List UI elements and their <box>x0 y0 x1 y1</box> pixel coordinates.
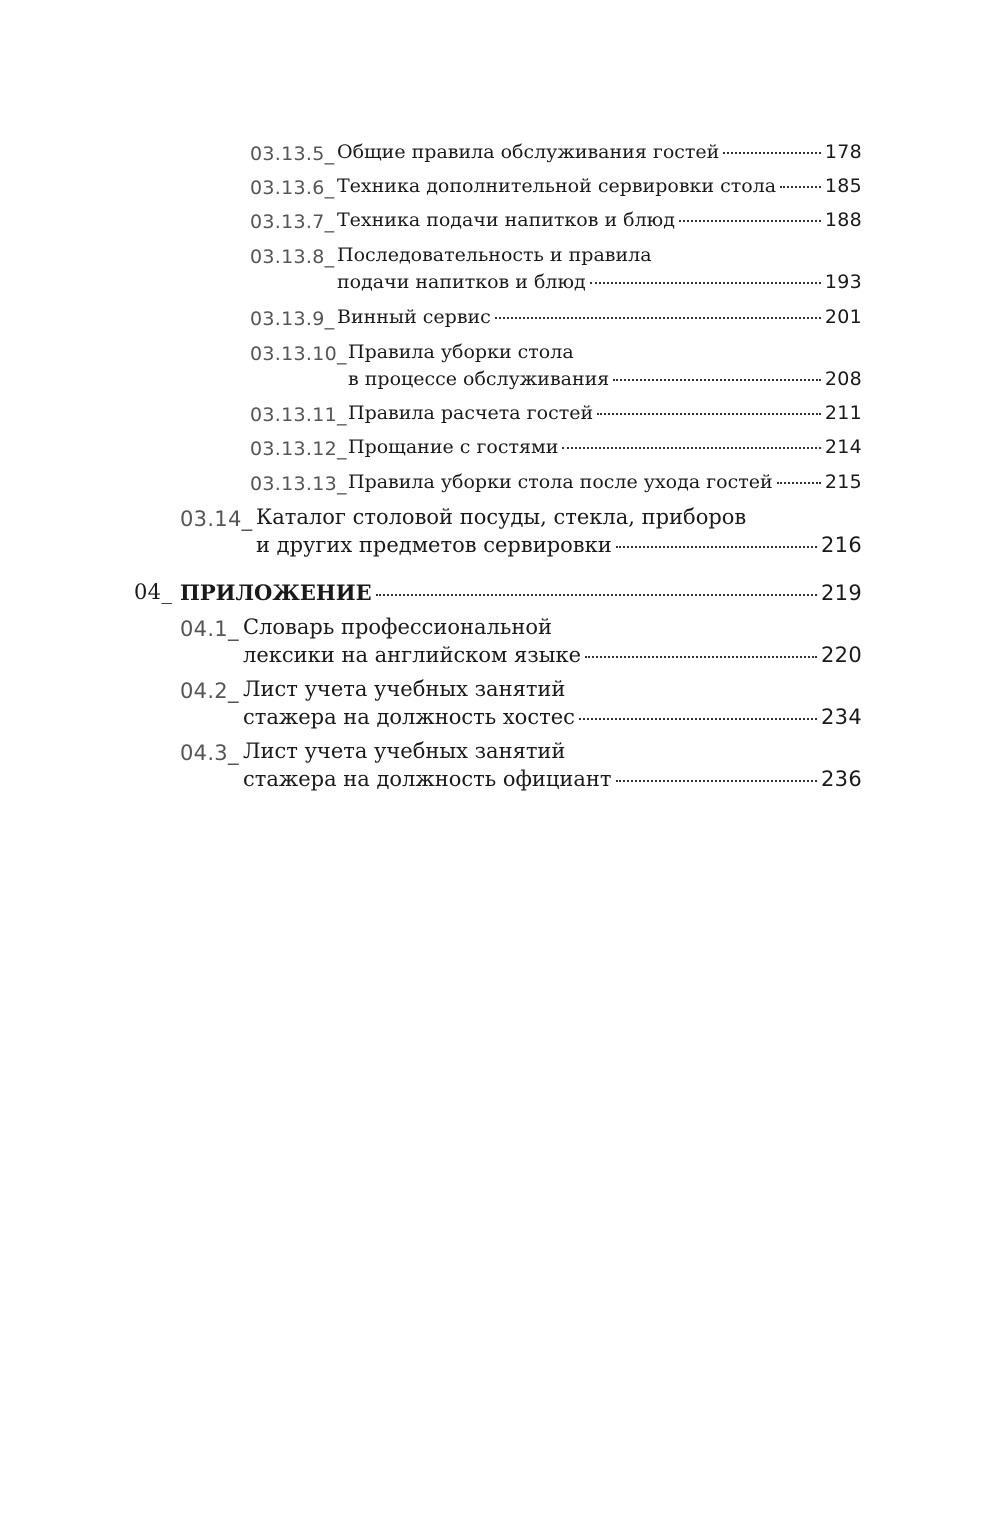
toc-entry-title: Правила уборки стола после ухода гостей <box>348 471 773 493</box>
dot-leader <box>376 594 817 596</box>
toc-entry-title: Лист учета учебных занятий <box>243 677 566 701</box>
dot-leader <box>495 317 821 319</box>
dot-leader <box>597 413 821 415</box>
toc-entry-page: 214 <box>824 436 862 458</box>
toc-entry-line <box>337 141 862 163</box>
toc-entry-title: Каталог столовой посуды, стекла, приборов <box>256 505 747 529</box>
toc-entry-title: Лист учета учебных занятий <box>243 739 566 763</box>
toc-entry-title-cont: лексики на английском языке <box>243 643 581 667</box>
toc-entry-line <box>243 705 862 729</box>
toc-entry-page: 234 <box>821 705 862 729</box>
dot-leader <box>616 780 817 782</box>
toc-entry-number: 03.13.6_ <box>250 177 335 199</box>
toc-entry-number: 03.13.11_ <box>250 404 347 426</box>
toc-entry-page: 236 <box>821 767 862 791</box>
toc-entry-title-cont: стажера на должность хостес <box>243 705 575 729</box>
toc-entry-number: 04.1_ <box>180 617 239 641</box>
toc-entry-page: 219 <box>821 581 862 605</box>
toc-entry-number: 03.13.7_ <box>250 211 335 233</box>
toc-entry-page: 215 <box>824 471 862 493</box>
toc-entry-line <box>348 402 862 424</box>
toc-entry-page: 193 <box>824 271 862 293</box>
toc-entry-line <box>337 175 862 197</box>
toc-entry-number: 04_ <box>134 580 173 604</box>
toc-entry-title: Правила уборки стола <box>348 341 574 363</box>
toc-entry-title-cont: стажера на должность официант <box>243 767 612 791</box>
dot-leader <box>723 152 821 154</box>
toc-entry-line <box>348 368 862 390</box>
toc-entry-title: Техника дополнительной сервировки стола <box>337 175 777 197</box>
toc-entry-line <box>348 436 862 458</box>
toc-entry-line <box>337 271 862 293</box>
toc-entry-number: 03.13.9_ <box>250 308 335 330</box>
toc-entry-line <box>243 767 862 791</box>
toc-entry-title-cont: подачи напитков и блюд <box>337 271 586 293</box>
toc-entry-number: 03.14_ <box>180 507 253 531</box>
toc-entry-page: 185 <box>824 175 862 197</box>
toc-entry-number: 04.2_ <box>180 679 239 703</box>
dot-leader <box>780 186 821 188</box>
toc-entry-number: 03.13.8_ <box>250 246 335 268</box>
dot-leader <box>613 379 821 381</box>
toc-entry-title: Словарь профессиональной <box>243 615 552 639</box>
toc-entry-page: 208 <box>824 368 862 390</box>
toc-entry-title-cont: и других предметов сервировки <box>256 533 612 557</box>
toc-entry-line <box>337 306 862 328</box>
toc-entry-title: ПРИЛОЖЕНИЕ <box>180 580 372 605</box>
toc-entry-line <box>180 580 862 605</box>
toc-entry-line <box>256 533 862 557</box>
toc-entry-title-cont: в процессе обслуживания <box>348 368 610 390</box>
dot-leader <box>590 282 821 284</box>
toc-entry-page: 188 <box>824 209 862 231</box>
toc-entry-line <box>337 209 862 231</box>
dot-leader <box>585 656 817 658</box>
toc-entry-number: 03.13.10_ <box>250 343 347 365</box>
toc-entry-title: Общие правила обслуживания гостей <box>337 141 720 163</box>
toc-entry-title: Техника подачи напитков и блюд <box>337 209 675 231</box>
toc-entry-page: 178 <box>824 141 862 163</box>
dot-leader <box>562 447 820 449</box>
toc-entry-page: 201 <box>824 306 862 328</box>
toc-entry-page: 211 <box>824 402 862 424</box>
toc-entry-line <box>348 471 862 493</box>
toc-entry-number: 03.13.12_ <box>250 438 347 460</box>
toc-entry-title: Правила расчета гостей <box>348 402 594 424</box>
toc-entry-line <box>243 643 862 667</box>
toc-entry-title: Прощание с гостями <box>348 436 559 458</box>
dot-leader <box>777 482 821 484</box>
toc-entry-title: Последовательность и правила <box>337 244 652 266</box>
toc-entry-page: 220 <box>821 643 862 667</box>
toc-entry-number: 04.3_ <box>180 741 239 765</box>
toc-entry-number: 03.13.13_ <box>250 473 347 495</box>
toc-entry-title: Винный сервис <box>337 306 491 328</box>
dot-leader <box>579 718 817 720</box>
toc-entry-number: 03.13.5_ <box>250 143 335 165</box>
dot-leader <box>679 220 821 222</box>
toc-entry-page: 216 <box>821 533 862 557</box>
dot-leader <box>616 546 817 548</box>
